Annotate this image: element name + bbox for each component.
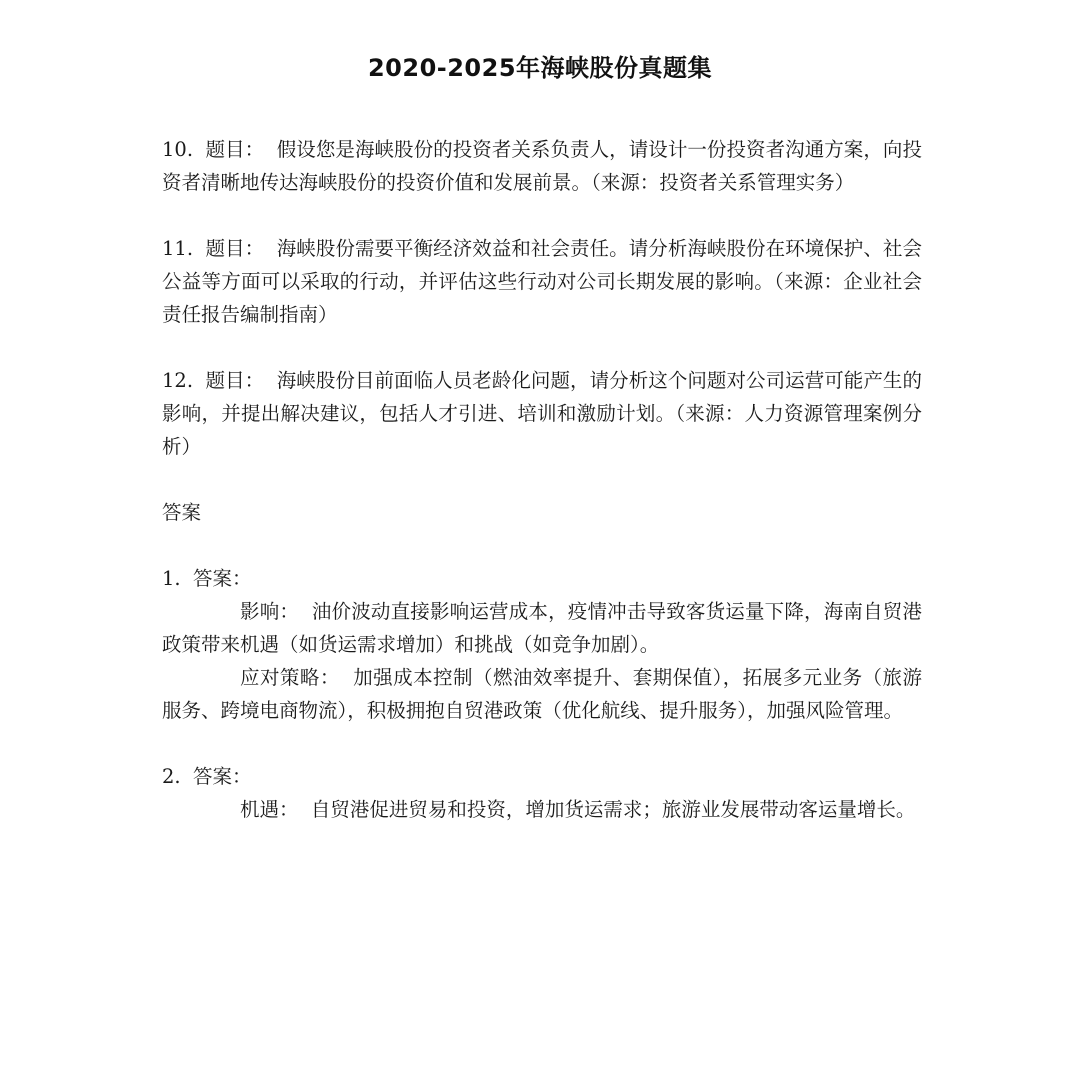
answer-number: 1.: [162, 567, 181, 590]
question-number: 12.: [162, 369, 194, 392]
question-label: 题目：: [205, 138, 265, 161]
question-label: 题目：: [205, 369, 265, 392]
answer-2-header: [162, 760, 922, 793]
question-label: 题目：: [205, 237, 265, 260]
question-text: 海峡股份需要平衡经济效益和社会责任。请分析海峡股份在环境保护、社会公益等方面可以采取的行动，并评估这些行动对公司长期发展的影响。（来源：企业社会责任报告编制指南）: [162, 237, 922, 326]
item-label: 机遇：: [240, 798, 299, 821]
question-number: 11.: [162, 237, 194, 260]
question-10: [162, 133, 922, 199]
question-12: [162, 364, 922, 463]
answer-2-item-opportunity: [162, 793, 922, 826]
answer-number: 2.: [162, 765, 181, 788]
item-text: 自贸港促进贸易和投资，增加货运需求；旅游业发展带动客运量增长。: [310, 798, 916, 821]
answers-heading: 答案: [162, 501, 202, 524]
answer-1-header: [162, 562, 922, 595]
item-text: 加强成本控制（燃油效率提升、套期保值），拓展多元业务（旅游服务、跨境电商物流），积极拥抱自贸港政策（优化航线、提升服务），加强风险管理。: [162, 666, 922, 722]
answer-1-item-impact: [162, 595, 922, 661]
item-label: 应对策略：: [240, 666, 340, 689]
question-text: 海峡股份目前面临人员老龄化问题，请分析这个问题对公司运营可能产生的影响，并提出解决建议，包括人才引进、培训和激励计划。（来源：人力资源管理案例分析）: [162, 369, 922, 458]
question-number: 10.: [162, 138, 194, 161]
question-11: [162, 232, 922, 331]
document-body: [162, 133, 922, 826]
item-label: 影响：: [240, 600, 300, 623]
document-title: 2020-2025年海峡股份真题集: [367, 54, 713, 82]
question-text: 假设您是海峡股份的投资者关系负责人，请设计一份投资者沟通方案，向投资者清晰地传达海峡股份的投资价值和发展前景。（来源：投资者关系管理实务）: [162, 138, 922, 194]
item-text: 油价波动直接影响运营成本，疫情冲击导致客货运量下降，海南自贸港政策带来机遇（如货运需求增加）和挑战（如竞争加剧）。: [162, 600, 922, 656]
answer-label: 答案：: [193, 765, 252, 788]
answer-1-item-strategy: [162, 661, 922, 727]
answer-label: 答案：: [193, 567, 252, 590]
